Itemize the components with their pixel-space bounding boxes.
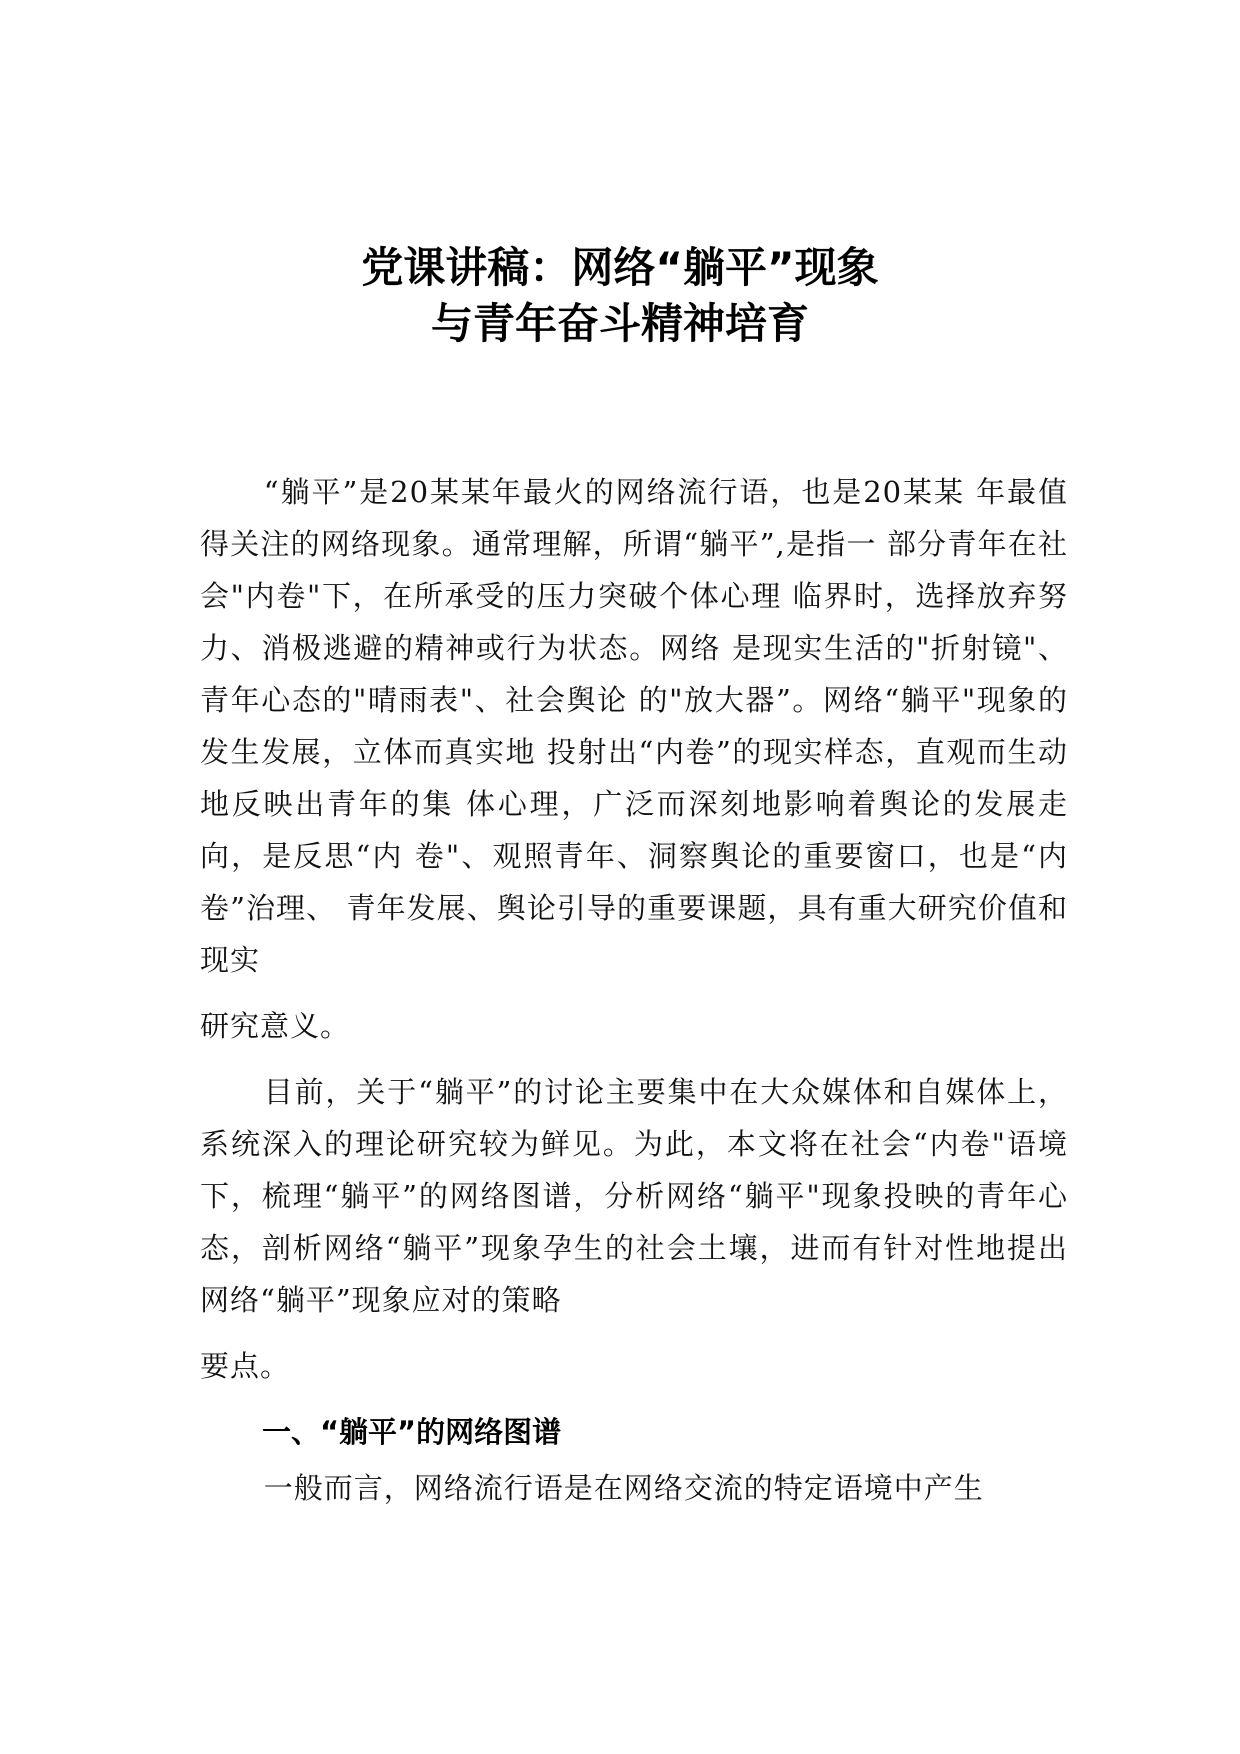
document-body <box>200 466 1068 1514</box>
paragraph-purpose-tail: 要点。 <box>200 1349 291 1383</box>
title-line-1: 党课讲稿：网络“躺平”现象 <box>361 243 879 292</box>
paragraph-intro: “躺平”是20某某年最火的网络流行语，也是20某某 年最值得关注的网络现象。通常理解，所谓“躺平”,是指一 部分青年在社会"内卷"下，在所承受的压力突破个体心理 临界时，选择放弃努力、消极逃避的精神或行为状态。网络 是现实生活的"折射镜"、青年心态的"晴雨表"、社会舆论 的"放大器”。网络“躺平"现象的发生发展，立体而真实地 投射出“内卷”的现实样态，直观而生动地反映出青年的集 体心理，广泛而深刻地影响着舆论的发展走向，是反思“内 卷"、观照青年、洞察舆论的重要窗口，也是“内卷”治理、 青年发展、舆论引导的重要课题，具有重大研究价值和现实 <box>200 475 1068 977</box>
section-heading: 一、“躺平”的网络图谱 <box>262 1415 562 1449</box>
paragraph-section-start: 一般而言，网络流行语是在网络交流的特定语境中产生 <box>263 1471 984 1505</box>
paragraph-intro-tail: 研究意义。 <box>200 1009 351 1043</box>
paragraph-purpose: 目前，关于“躺平”的讨论主要集中在大众媒体和自媒体上，系统深入的理论研究较为鲜见。为此，本文将在社会“内卷"语境下，梳理“躺平”的网络图谱，分析网络“躺平"现象投映的青年心态，剖析网络“躺平”现象孕生的社会土壤，进而有针对性地提出网络“躺平”现象应对的策略 <box>200 1075 1068 1317</box>
document-title <box>0 240 1240 352</box>
title-line-2: 与青年奋斗精神培育 <box>430 299 809 348</box>
